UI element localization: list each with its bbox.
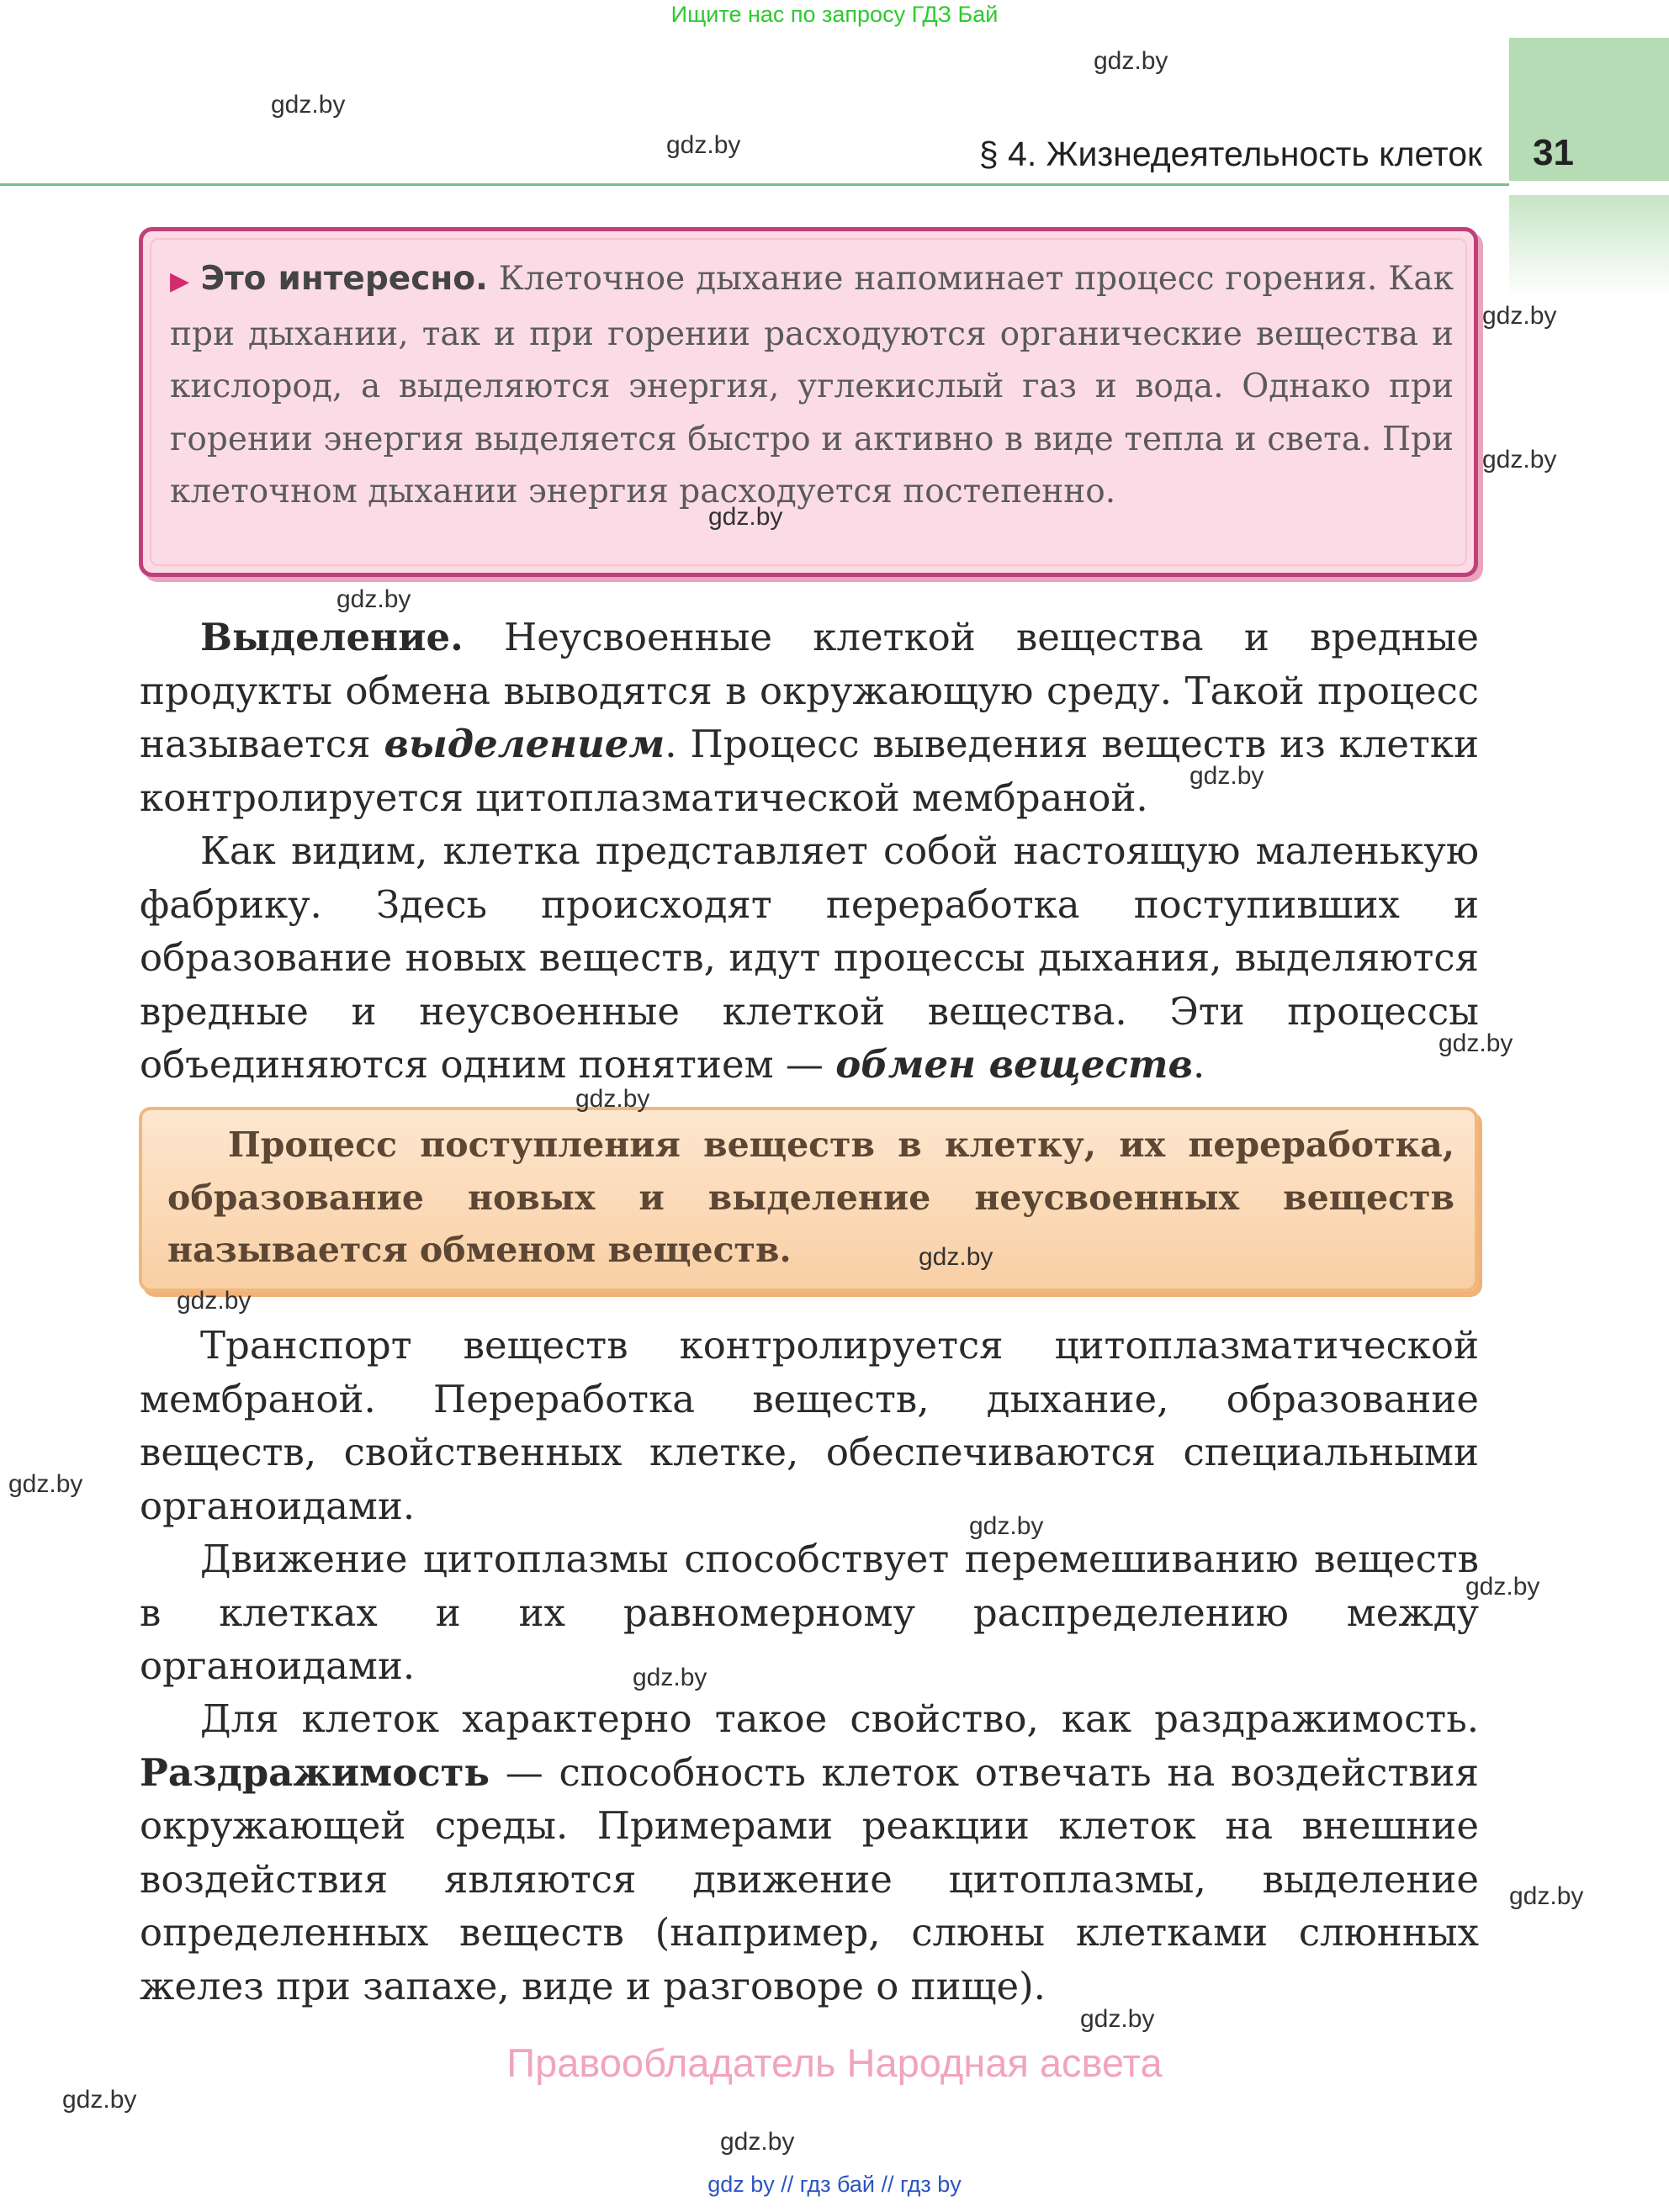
definition-text: Процесс поступления веществ в клетку, их переработка, образование новых и выделение неусвоенных веществ называется обменом веществ.	[167, 1125, 1454, 1270]
irritability-term: Раздражимость	[140, 1749, 490, 1795]
excretion-lead: Выделение.	[200, 615, 464, 659]
watermark: gdz.by	[1482, 446, 1557, 474]
watermark: gdz.by	[666, 131, 741, 159]
watermark: gdz.by	[919, 1243, 993, 1271]
watermark: gdz.by	[8, 1470, 83, 1498]
watermark: gdz.by	[720, 2128, 795, 2156]
watermark: gdz.by	[336, 585, 411, 613]
interesting-body: Клеточное дыхание напоминает процесс горения. Как при дыхании, так и при горении расходуются органические вещества и кислород, а выделяются энергия, углекислый газ и вода. Однако при горении энергия выделяется быстро и активно в виде тепла и света. При клеточном дыхании энергия расходуется постепенно.	[170, 260, 1454, 511]
page-number: 31	[1533, 132, 1574, 173]
watermark: gdz.by	[1509, 1882, 1584, 1910]
pointer-triangle-icon: ▶	[170, 267, 190, 296]
watermark: gdz.by	[633, 1664, 707, 1691]
paragraph-transport: Транспорт веществ контролируется цитоплазматической мембраной. Переработка веществ, дыхание, образование веществ, свойственных клетке, обеспечиваются специальными органоидами.	[140, 1323, 1479, 1528]
watermark: gdz.by	[575, 1085, 650, 1113]
excretion-term: выделением	[384, 722, 665, 766]
excretion-text-1: Неусвоенные клеткой вещества и вредные продукты обмена выводятся в окружающую среду. Такой процесс называется	[140, 615, 1479, 766]
watermark: gdz.by	[1439, 1029, 1513, 1057]
watermark: gdz.by	[271, 91, 346, 119]
watermark: gdz.by	[62, 2086, 137, 2114]
watermark: gdz.by	[1080, 2005, 1155, 2033]
watermark: gdz.by	[1465, 1573, 1540, 1601]
paragraph-cytoplasm: Движение цитоплазмы способствует перемешиванию веществ в клетках и их равномерному распределению между органоидами.	[140, 1537, 1479, 1688]
page-corner-tab-fade	[1509, 195, 1669, 296]
watermark: gdz.by	[969, 1512, 1044, 1540]
interesting-lead: Это интересно.	[200, 260, 488, 298]
header-divider	[0, 183, 1509, 186]
section-title: § 4. Жизнедеятельность клеток	[978, 135, 1482, 173]
watermark: gdz.by	[708, 503, 783, 531]
watermark: gdz.by	[1094, 47, 1168, 75]
watermark: gdz.by	[1189, 762, 1264, 790]
irritability-text: — способность клеток отвечать на воздействия окружающей среды. Примерами реакции клеток на внешние воздействия являются движение цитоплазмы, выделение определенных веществ (например, слюны клетками слюнных желез при запахе, виде и разговоре о пище).	[140, 1749, 1479, 2008]
interesting-fact-box	[139, 227, 1478, 577]
paragraph-factory	[140, 824, 1479, 1092]
irritability-line-1: Для клеток характерно такое свойство, как раздражимость.	[200, 1696, 1479, 1741]
paragraph-excretion	[140, 611, 1479, 824]
factory-text: Как видим, клетка представляет собой настоящую маленькую фабрику. Здесь происходят переработка поступивших и образование новых веществ, идут процессы дыхания, выделяются вредные и неусвоенные клеткой вещества. Эти процессы объединяются одним понятием —	[140, 828, 1479, 1087]
paragraph-irritability	[140, 1692, 1479, 2013]
top-search-banner: Ищите нас по запросу ГДЗ Бай	[670, 2, 999, 27]
watermark: gdz.by	[177, 1287, 252, 1315]
footer-links: gdz by // гдз бай // гдз by	[707, 2172, 962, 2197]
watermark: gdz.by	[1482, 302, 1557, 330]
factory-end: .	[1193, 1042, 1205, 1087]
definition-box	[139, 1107, 1478, 1292]
excretion-text-2: . Процесс выведения веществ из клетки контролируется цитоплазматической мембраной.	[140, 722, 1479, 820]
factory-term: обмен веществ	[835, 1042, 1194, 1087]
interesting-fact-text	[170, 253, 1454, 519]
copyright-notice: Правообладатель Народная асвета	[506, 2040, 1163, 2085]
